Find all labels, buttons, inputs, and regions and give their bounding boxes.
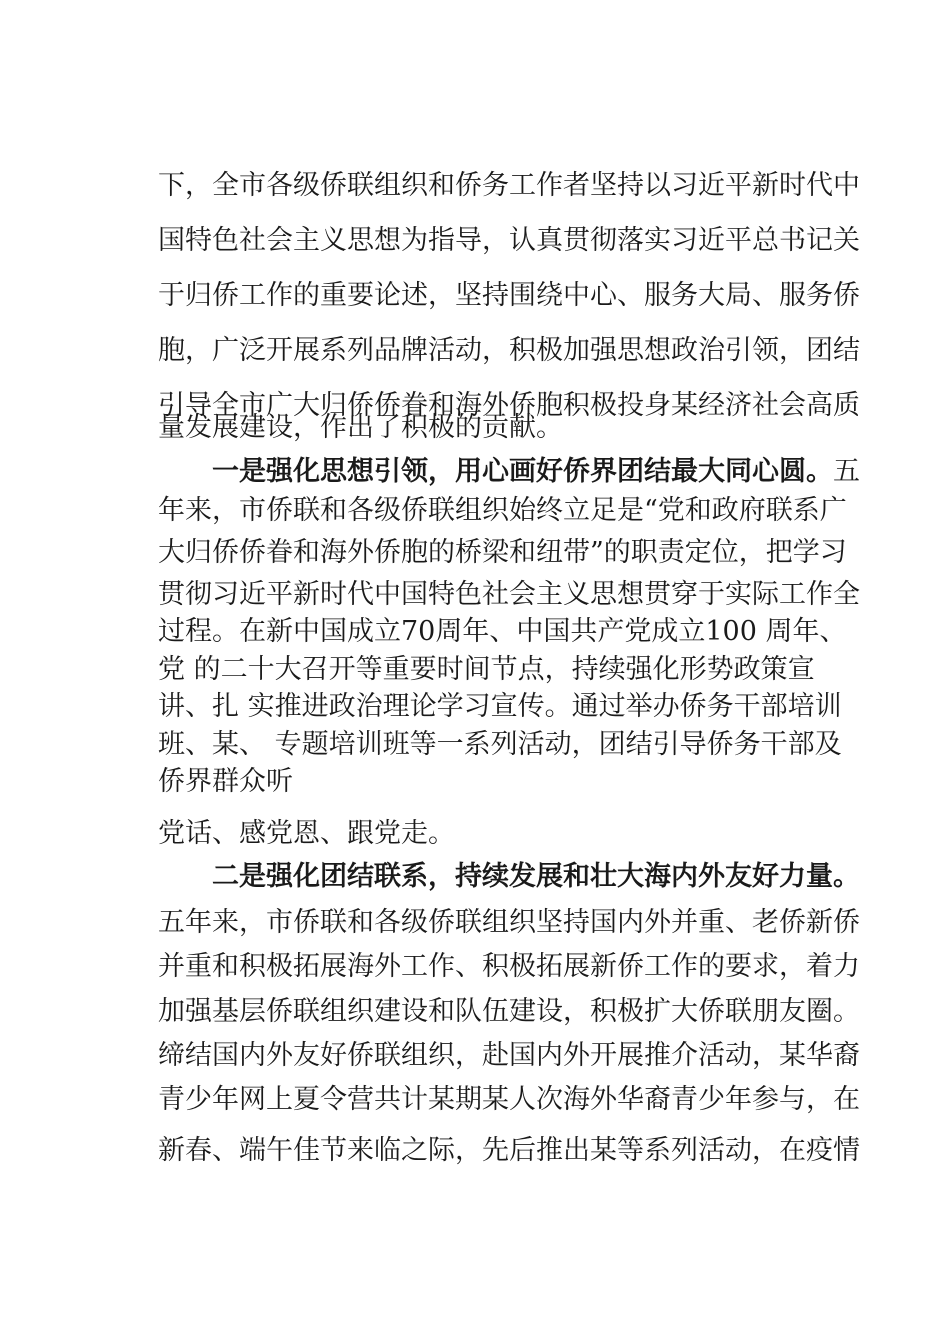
paragraph-3-heading: 二是强化团结联系，持续发展和壮大海内外友好力量。 [212,861,860,892]
paragraph-3-line-2: 并重和积极拓展海外工作、积极拓展新侨工作的要求，着力 [158,951,860,982]
paragraph-2-line-3: 贯彻习近平新时代中国特色社会主义思想贯穿于实际工作全 [158,579,860,610]
paragraph-2-line-4: 过程。在新中国成立70周年、中国共产党成立100 周年、 [158,616,847,647]
paragraph-2-heading-tail: 五 [833,456,860,487]
paragraph-3-line-5: 青少年网上夏令营共计某期某人次海外华裔青少年参与，在 [158,1084,860,1115]
paragraph-1-line-1: 下，全市各级侨联组织和侨务工作者坚持以习近平新时代中 [158,170,860,201]
paragraph-3-line-4: 缔结国内外友好侨联组织，赴国内外开展推介活动，某华裔 [158,1040,860,1071]
paragraph-3-line-3: 加强基层侨联组织建设和队伍建设，积极扩大侨联朋友圈。 [158,996,860,1027]
paragraph-2-heading: 一是强化思想引领，用心画好侨界团结最大同心圆。 [212,456,833,487]
paragraph-2-line-1: 年来，市侨联和各级侨联组织始终立足是“党和政府联系广 [158,495,847,526]
paragraph-1-line-4: 胞，广泛开展系列品牌活动，积极加强思想政治引领，团结 [158,335,860,366]
paragraph-2-line-6: 讲、扎 实推进政治理论学习宣传。通过举办侨务干部培训 [158,691,842,722]
paragraph-1-line-6: 量发展建设，作出了积极的贡献。 [158,412,563,443]
paragraph-2-line-7: 班、某、 专题培训班等一系列活动，团结引导侨务干部及 [158,729,842,760]
paragraph-3-line-1: 五年来，市侨联和各级侨联组织坚持国内外并重、老侨新侨 [158,907,860,938]
paragraph-1-line-2: 国特色社会主义思想为指导，认真贯彻落实习近平总书记关 [158,225,860,256]
paragraph-2-line-9: 党话、感党恩、跟党走。 [158,818,455,849]
paragraph-1-line-3: 于归侨工作的重要论述，坚持围绕中心、服务大局、服务侨 [158,280,860,311]
paragraph-2-line-5: 党 的二十大召开等重要时间节点，持续强化形势政策宣 [158,654,815,685]
paragraph-2-line-8: 侨界群众听 [158,766,293,797]
paragraph-1-line-5: 引导全市广大归侨侨眷和海外侨胞积极投身某经济社会高质 [158,390,860,421]
paragraph-2-line-2: 大归侨侨眷和海外侨胞的桥梁和纽带”的职责定位，把学习 [158,537,847,568]
paragraph-3-line-6: 新春、端午佳节来临之际，先后推出某等系列活动，在疫情 [158,1135,860,1166]
